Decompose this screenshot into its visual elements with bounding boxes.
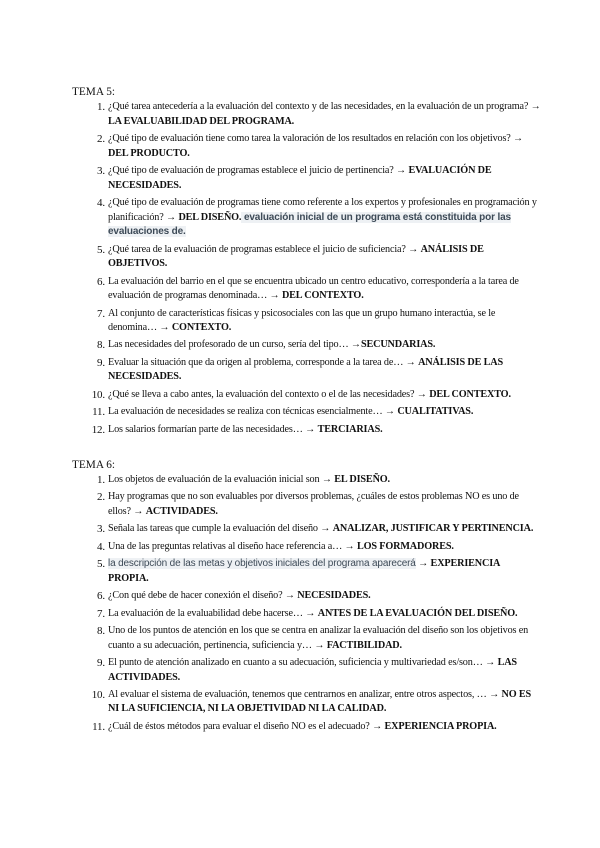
question-text: La evaluación del barrio en el que se encuentra ubicado un centro educativo, correspondería a la tarea de evaluación de programas denominada… → xyxy=(108,275,519,302)
answer-text: EL DISEÑO. xyxy=(334,474,390,485)
item-number: 3. xyxy=(97,164,105,177)
item-number: 7. xyxy=(97,307,105,320)
list-item xyxy=(72,540,542,555)
list-item xyxy=(72,557,542,586)
item-number: 4. xyxy=(97,196,105,209)
item-number: 2. xyxy=(97,132,105,145)
question-text: Uno de los puntos de atención en los que se centra en analizar la evaluación del diseño son los objetivos en cuanto a su adecuación, pertinencia, suficiencia y… → xyxy=(108,624,529,651)
list-item xyxy=(72,243,542,272)
answer-text: SECUNDARIAS. xyxy=(360,339,436,351)
question-text: Una de las preguntas relativas al diseño hace referencia a… → xyxy=(108,540,357,552)
answer-text: TERCIARIAS. xyxy=(317,423,383,435)
list-item xyxy=(72,388,542,403)
answer-text: FACTIBILIDAD. xyxy=(326,639,402,651)
question-text: ¿Qué tarea antecedería a la evaluación del contexto y de las necesidades, en la evaluación de un programa? → xyxy=(108,101,541,112)
item-number: 9. xyxy=(97,656,105,669)
item-number: 6. xyxy=(97,275,105,288)
answer-text: DEL CONTEXTO. xyxy=(281,290,364,302)
list-item xyxy=(72,607,542,622)
item-number: 6. xyxy=(97,590,105,603)
answer-text: ANÁLISIS DE OBJETIVOS. xyxy=(108,243,484,270)
answer-text: NECESIDADES. xyxy=(297,590,371,602)
item-number: 5. xyxy=(97,558,105,571)
list-item xyxy=(72,338,542,353)
answer-text: ANALIZAR, JUSTIFICAR Y PERTINENCIA. xyxy=(332,523,534,535)
question-text: ¿Qué tipo de evaluación de programas establece el juicio de pertinencia? → xyxy=(108,164,409,176)
list-item xyxy=(72,100,542,129)
list-item xyxy=(72,132,542,161)
item-number: 1. xyxy=(97,101,105,113)
list-item xyxy=(72,423,542,438)
item-number: 10. xyxy=(91,388,105,401)
list-item xyxy=(72,307,542,336)
item-number: 12. xyxy=(91,423,105,436)
answer-text: NO ES NI LA SUFICIENCIA, NI LA OBJETIVIDAD NI LA CALIDAD. xyxy=(108,688,532,715)
answer-text: LA EVALUABILIDAD DEL PROGRAMA. xyxy=(108,115,295,127)
tema6-list xyxy=(72,473,542,734)
item-number: 8. xyxy=(97,339,105,352)
question-text: Las necesidades del profesorado de un curso, sería del tipo… → xyxy=(108,339,361,351)
list-item xyxy=(72,589,542,604)
answer-text: CUALITATIVAS. xyxy=(397,406,474,418)
question-text: ¿Qué tarea de la evaluación de programas establece el juicio de suficiencia? → xyxy=(108,243,421,255)
question-text: ¿Qué se lleva a cabo antes, la evaluación del contexto o el de las necesidades? → xyxy=(108,388,430,400)
question-text: Hay programas que no son evaluables por diversos problemas, ¿cuáles de estos problemas NO es uno de ellos? → xyxy=(108,491,519,517)
item-number: 7. xyxy=(97,607,105,620)
question-text: ¿Cuál de éstos métodos para evaluar el diseño NO es el adecuado? → xyxy=(108,720,385,732)
list-item xyxy=(72,656,542,685)
question-text: La evaluación de la evaluabilidad debe hacerse… → xyxy=(108,607,318,619)
answer-text: LAS ACTIVIDADES. xyxy=(108,656,517,683)
tema5-section xyxy=(72,85,542,440)
item-number: 3. xyxy=(97,523,105,536)
tema6-title: TEMA 6: xyxy=(72,459,115,471)
item-number: 1. xyxy=(97,474,105,486)
question-text: ¿Qué tipo de evaluación tiene como tarea la valoración de los resultados en relación con los objetivos? → xyxy=(108,132,524,144)
answer-text: EVALUACIÓN DE NECESIDADES. xyxy=(108,164,492,191)
question-text: Al conjunto de características físicas y psicosociales con las que un grupo humano interactúa, se le denomina… → xyxy=(108,307,496,334)
list-item xyxy=(72,490,542,519)
list-item xyxy=(72,624,542,653)
question-text: → xyxy=(415,558,431,570)
answer-text: ANTES DE LA EVALUACIÓN DEL DISEÑO. xyxy=(317,607,518,619)
answer-text: CONTEXTO. xyxy=(171,322,232,334)
list-item xyxy=(72,720,542,735)
list-item xyxy=(72,356,542,385)
item-number: 11. xyxy=(92,720,105,733)
answer-text: ANÁLISIS DE LAS NECESIDADES. xyxy=(108,356,504,383)
list-item xyxy=(72,405,542,420)
question-text: Señala las tareas que cumple la evaluación del diseño → xyxy=(108,523,333,535)
tema5-title: TEMA 5: xyxy=(72,86,115,98)
list-item xyxy=(72,522,542,537)
question-text: Evaluar la situación que da origen al problema, corresponde a la tarea de… → xyxy=(108,356,419,368)
item-number: 11. xyxy=(92,406,105,419)
list-item xyxy=(72,164,542,193)
answer-text: DEL CONTEXTO. xyxy=(429,388,511,400)
item-number: 9. xyxy=(97,356,105,369)
list-item xyxy=(72,275,542,304)
list-item xyxy=(72,473,542,488)
question-text: ¿Con qué debe de hacer conexión el diseño? → xyxy=(108,590,298,602)
list-item xyxy=(72,688,542,717)
highlighted-question: la descripción de las metas y objetivos iniciales del programa aparecerá xyxy=(108,558,416,570)
question-text: El punto de atención analizado en cuanto a su adecuación, suficiencia y multivariedad es/son… → xyxy=(108,656,498,668)
question-text: Los salarios formarían parte de las necesidades… → xyxy=(108,423,318,435)
answer-text: EXPERIENCIA PROPIA. xyxy=(108,558,500,584)
answer-text: DEL PRODUCTO. xyxy=(108,147,190,159)
list-item xyxy=(72,196,542,240)
question-text: Los objetos de evaluación de la evaluación inicial son → xyxy=(108,474,335,485)
item-number: 4. xyxy=(97,540,105,553)
answer-text: LOS FORMADORES. xyxy=(356,540,454,552)
highlighted-note: evaluación inicial de un programa está constituida por las evaluaciones de. xyxy=(108,211,511,238)
answer-text: ACTIVIDADES. xyxy=(145,505,218,517)
question-text: ¿Qué tipo de evaluación de programas tiene como referente a los expertos y profesionales en programación y planificación? → xyxy=(108,196,537,223)
tema5-list xyxy=(72,100,542,437)
item-number: 2. xyxy=(97,491,105,504)
item-number: 5. xyxy=(97,243,105,256)
question-text: La evaluación de necesidades se realiza con técnicas esencialmente… → xyxy=(108,406,398,418)
item-number: 8. xyxy=(97,624,105,637)
tema6-section xyxy=(72,458,542,737)
question-text: Al evaluar el sistema de evaluación, tenemos que centrarnos en analizar, entre otros aspectos, … → xyxy=(108,688,502,700)
answer-text: EXPERIENCIA PROPIA. xyxy=(384,720,497,732)
answer-text: DEL DISEÑO. xyxy=(178,211,242,223)
item-number: 10. xyxy=(91,688,105,701)
